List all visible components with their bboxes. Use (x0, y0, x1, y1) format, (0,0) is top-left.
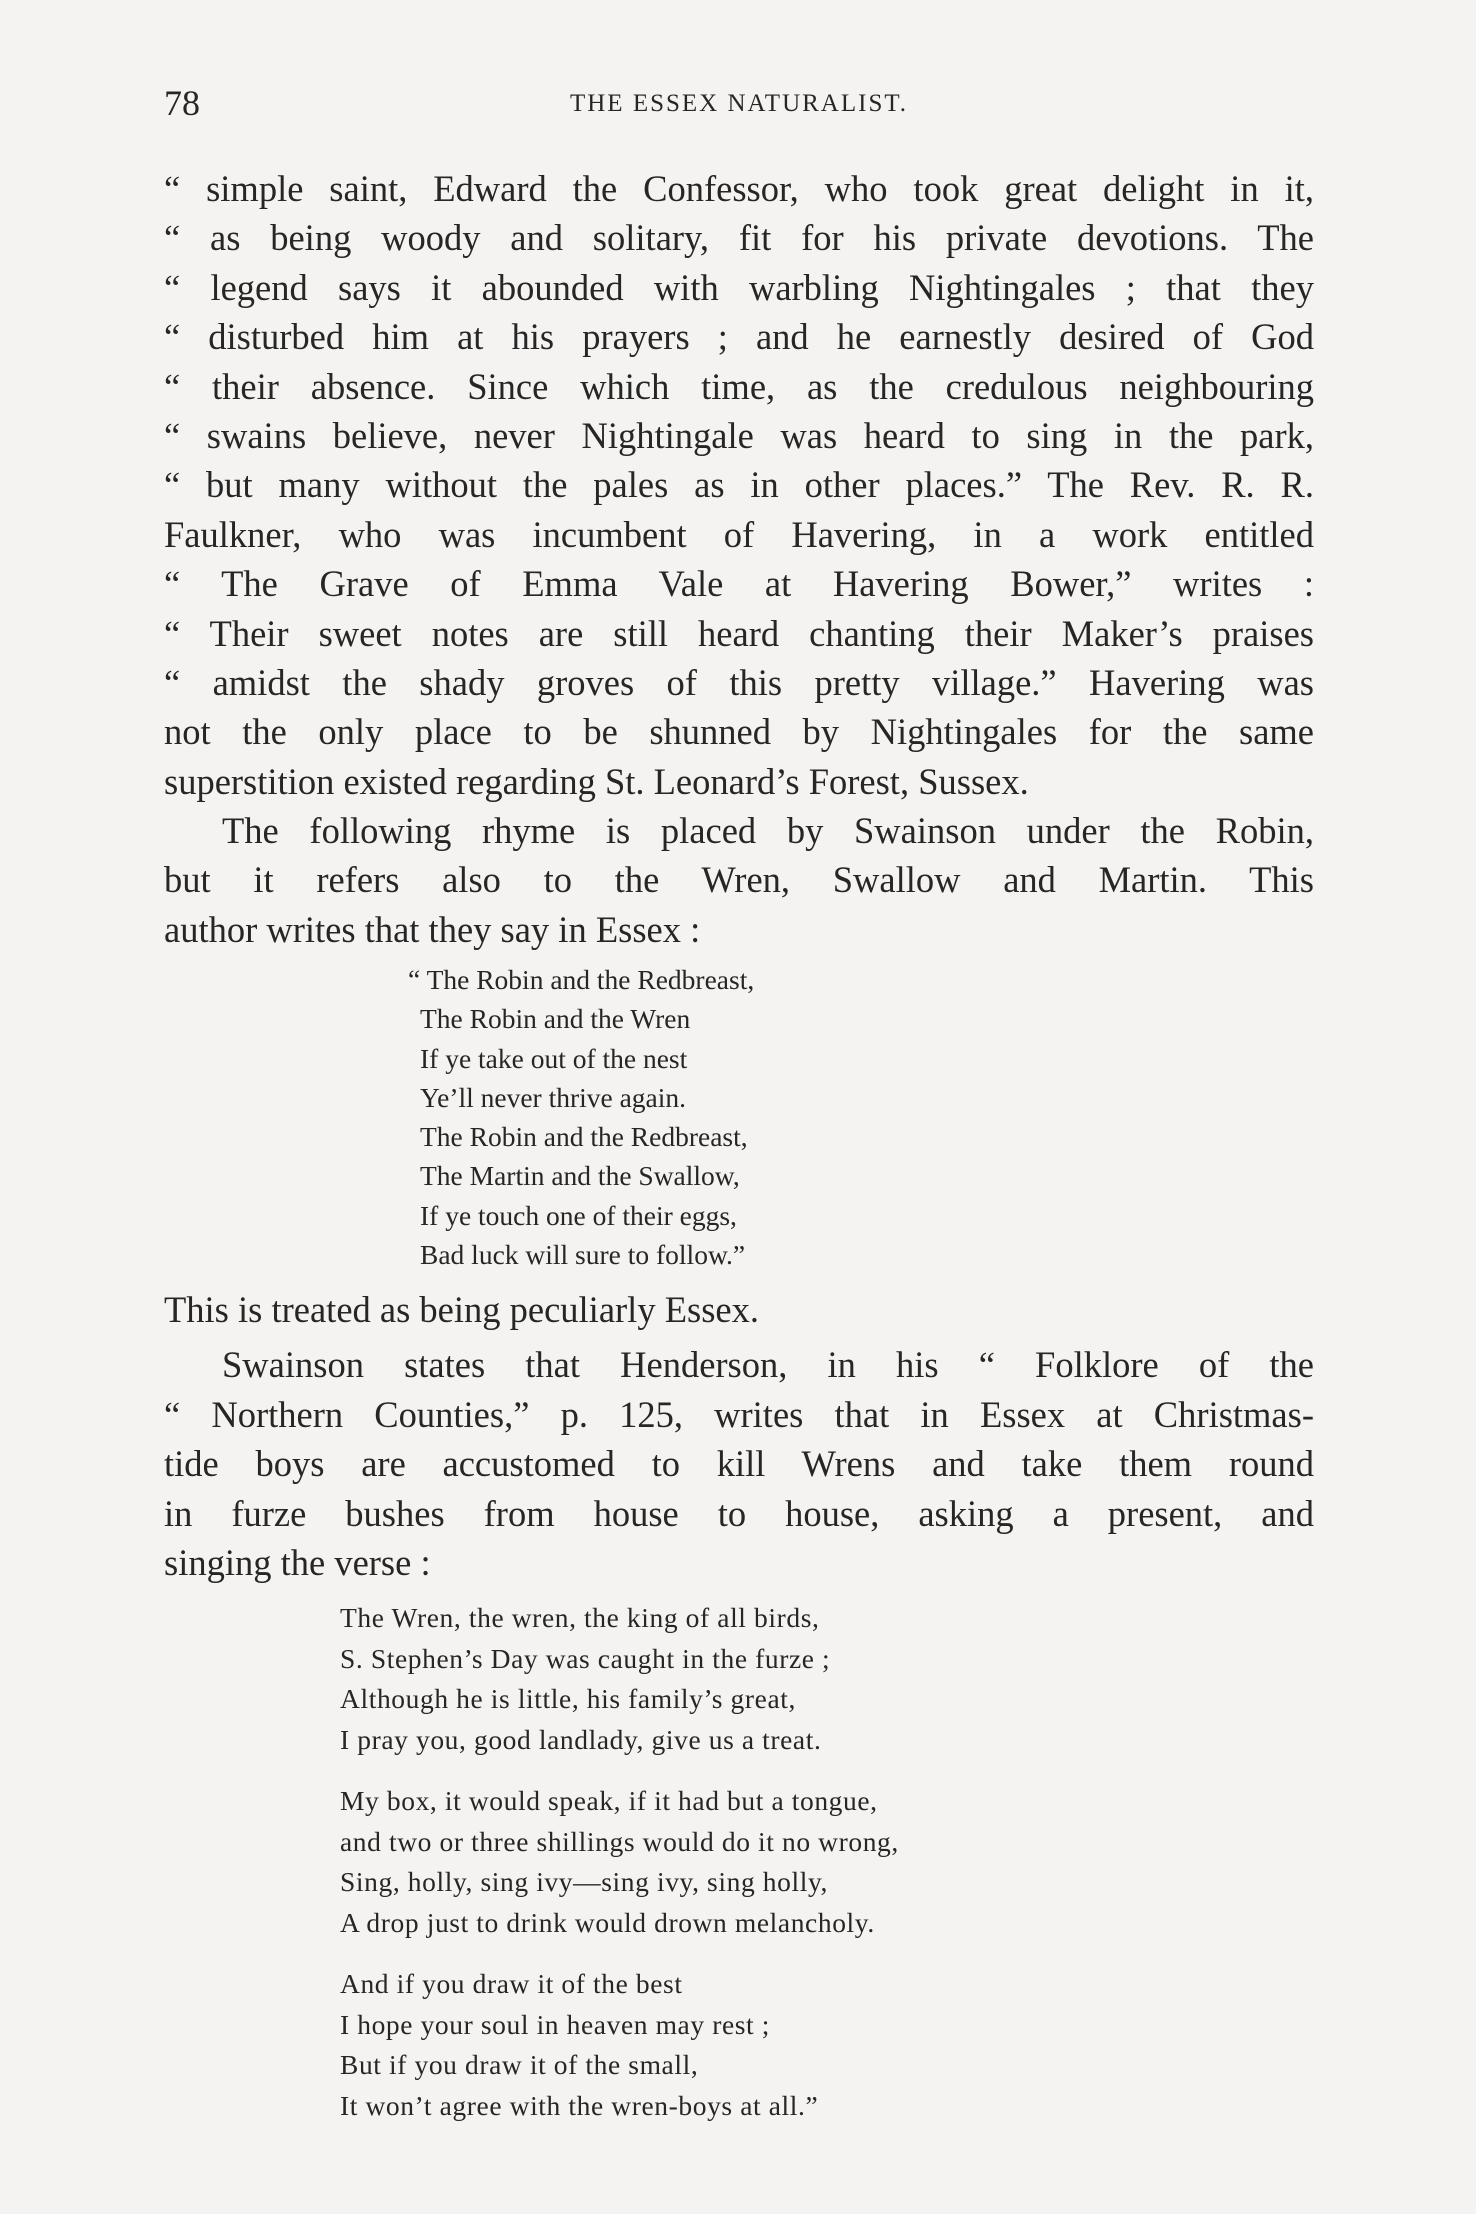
text-line: superstition existed regarding St. Leonard’s Forest, Sussex. (164, 760, 1029, 802)
verse-stanza (340, 1964, 899, 2126)
verse-line: My box, it would speak, if it had but a tongue, (340, 1785, 878, 1816)
text-line: tide boys are accustomed to kill Wrens and take them round (164, 1443, 1314, 1485)
verse-line: Although he is little, his family’s great, (340, 1683, 796, 1714)
verse-line: I pray you, good landlady, give us a treat. (340, 1723, 822, 1755)
paragraph-wren-custom (164, 1285, 1314, 1587)
verse-line: I hope your soul in heaven may rest ; (340, 2008, 771, 2040)
running-title: THE ESSEX NATURALIST. (569, 90, 909, 117)
verse-line: But if you draw it of the small, (340, 2049, 699, 2080)
text-line: “ swains believe, never Nightingale was heard to sing in the park, (164, 414, 1314, 456)
verse-line: The Robin and the Redbreast, (420, 1121, 748, 1153)
text-line: Swainson states that Henderson, in his “ Folklore of the (222, 1344, 1314, 1386)
verse-line: And if you draw it of the best (340, 1968, 683, 1999)
verse-stanza (340, 1781, 899, 1943)
page-header (164, 82, 1314, 122)
text-line: “ amidst the shady groves of this pretty village.” Havering was (164, 661, 1314, 703)
page-number: 78 (164, 83, 200, 123)
verse-line: The Robin and the Wren (420, 1003, 691, 1035)
text-line: The following rhyme is placed by Swainson under the Robin, (222, 810, 1314, 852)
text-line: “ Their sweet notes are still heard chanting their Maker’s praises (164, 612, 1314, 654)
text-line: author writes that they say in Essex : (164, 908, 701, 950)
paragraph-nightingales (164, 164, 1314, 806)
wren-verse (340, 1598, 899, 2147)
verse-line: Sing, holly, sing ivy—sing ivy, sing holly, (340, 1866, 828, 1897)
verse-line: It won’t agree with the wren-boys at all.” (340, 2089, 819, 2121)
verse-line: The Martin and the Swallow, (420, 1160, 740, 1192)
text-line: not the only place to be shunned by Nightingales for the same (164, 711, 1314, 753)
verse-line: A drop just to drink would drown melancholy. (340, 1906, 875, 1938)
text-line: in furze bushes from house to house, asking a present, and (164, 1492, 1314, 1534)
text-line: “ simple saint, Edward the Confessor, who took great delight in it, (164, 168, 1314, 209)
main-text (164, 164, 1314, 954)
text-line: “ Northern Counties,” p. 125, writes that in Essex at Christmas- (164, 1393, 1314, 1435)
text-line: singing the verse : (164, 1541, 431, 1583)
text-line: “ as being woody and solitary, fit for his private devotions. The (164, 217, 1314, 259)
text-line: “ disturbed him at his prayers ; and he earnestly desired of God (164, 316, 1314, 358)
verse-line: “ The Robin and the Redbreast, (408, 964, 755, 995)
text-line: but it refers also to the Wren, Swallow and Martin. This (164, 859, 1314, 901)
robin-verse (408, 960, 754, 1274)
text-line: Faulkner, who was incumbent of Havering, in a work entitled (164, 513, 1314, 555)
verse-line: The Wren, the wren, the king of all birds, (340, 1602, 820, 1633)
text-line: “ but many without the pales as in other places.” The Rev. R. R. (164, 464, 1314, 506)
verse-line: If ye touch one of their eggs, (420, 1199, 737, 1231)
paragraph-robin-rhyme (164, 806, 1314, 954)
verse-line: Bad luck will sure to follow.” (420, 1239, 746, 1271)
verse-line: Ye’ll never thrive again. (420, 1081, 687, 1113)
verse-line: If ye take out of the nest (420, 1042, 688, 1074)
verse-stanza (340, 1598, 899, 1760)
text-line: This is treated as being peculiarly Essex. (164, 1289, 759, 1330)
text-line: “ their absence. Since which time, as the credulous neighbouring (164, 365, 1314, 407)
text-line: “ legend says it abounded with warbling Nightingales ; that they (164, 266, 1314, 308)
text-line: “ The Grave of Emma Vale at Havering Bower,” writes : (164, 563, 1314, 605)
verse-line: S. Stephen’s Day was caught in the furze ; (340, 1642, 831, 1674)
verse-line: and two or three shillings would do it no wrong, (340, 1825, 899, 1857)
